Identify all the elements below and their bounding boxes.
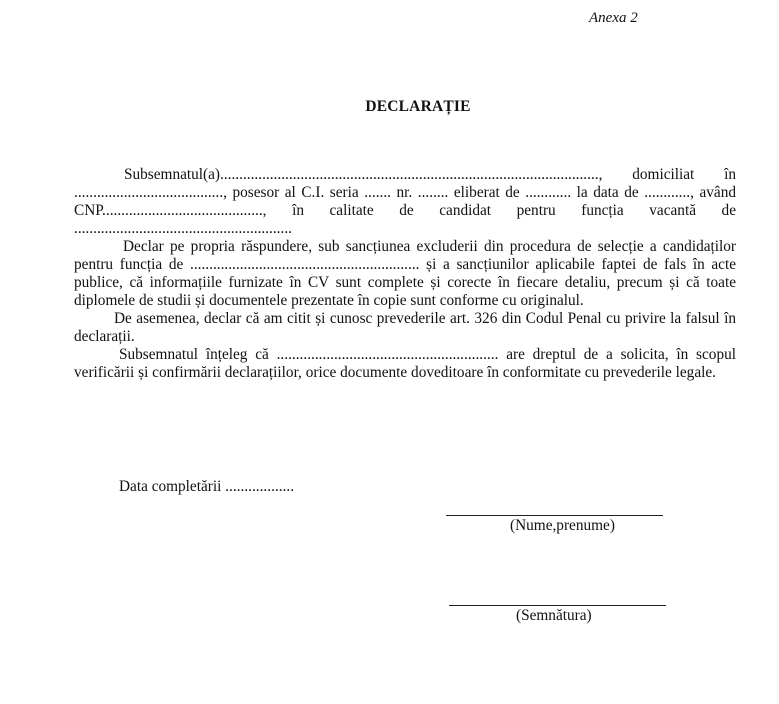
paragraph-verification: Subsemnatul înțeleg că .......................................................... are dreptul de a solicita, în scopul verificării și confirmării declarațiilor, orice documente doveditoare în conformitate cu prevederile legale.	[74, 346, 736, 381]
document-title: DECLARAȚIE	[365, 98, 471, 115]
name-signature-line	[446, 515, 663, 516]
name-caption: (Nume,prenume)	[510, 517, 615, 534]
declaration-body	[74, 166, 736, 382]
paragraph-responsibility: Declar pe propria răspundere, sub sancțiunea excluderii din procedura de selecție a candidaților pentru funcția de ............................................................ și a sancțiunilor aplicabile faptei de fals în acte publice, că informațiile furnizate în CV sunt complete și corecte în fiecare detaliu, precum și că toate diplomele de studii și documentele prezentate în copie sunt conforme cu originalul.	[74, 238, 736, 309]
signature-line	[449, 605, 666, 606]
completion-date: Data completării ..................	[119, 478, 295, 495]
annex-label: Anexa 2	[589, 10, 638, 26]
paragraph-identity: Subsemnatul(a)..................................................................................................., domiciliat în ......................................., posesor al C.I. seria ....... nr. ........ eliberat de ............ la data de ............, având CNP.........................................., în calitate de candidat pentru funcția vacantă de .........................................................	[74, 166, 736, 237]
signature-caption: (Semnătura)	[516, 607, 592, 624]
paragraph-penal-code: De asemenea, declar că am citit și cunosc prevederile art. 326 din Codul Penal cu privire la falsul în declarații.	[74, 310, 736, 345]
